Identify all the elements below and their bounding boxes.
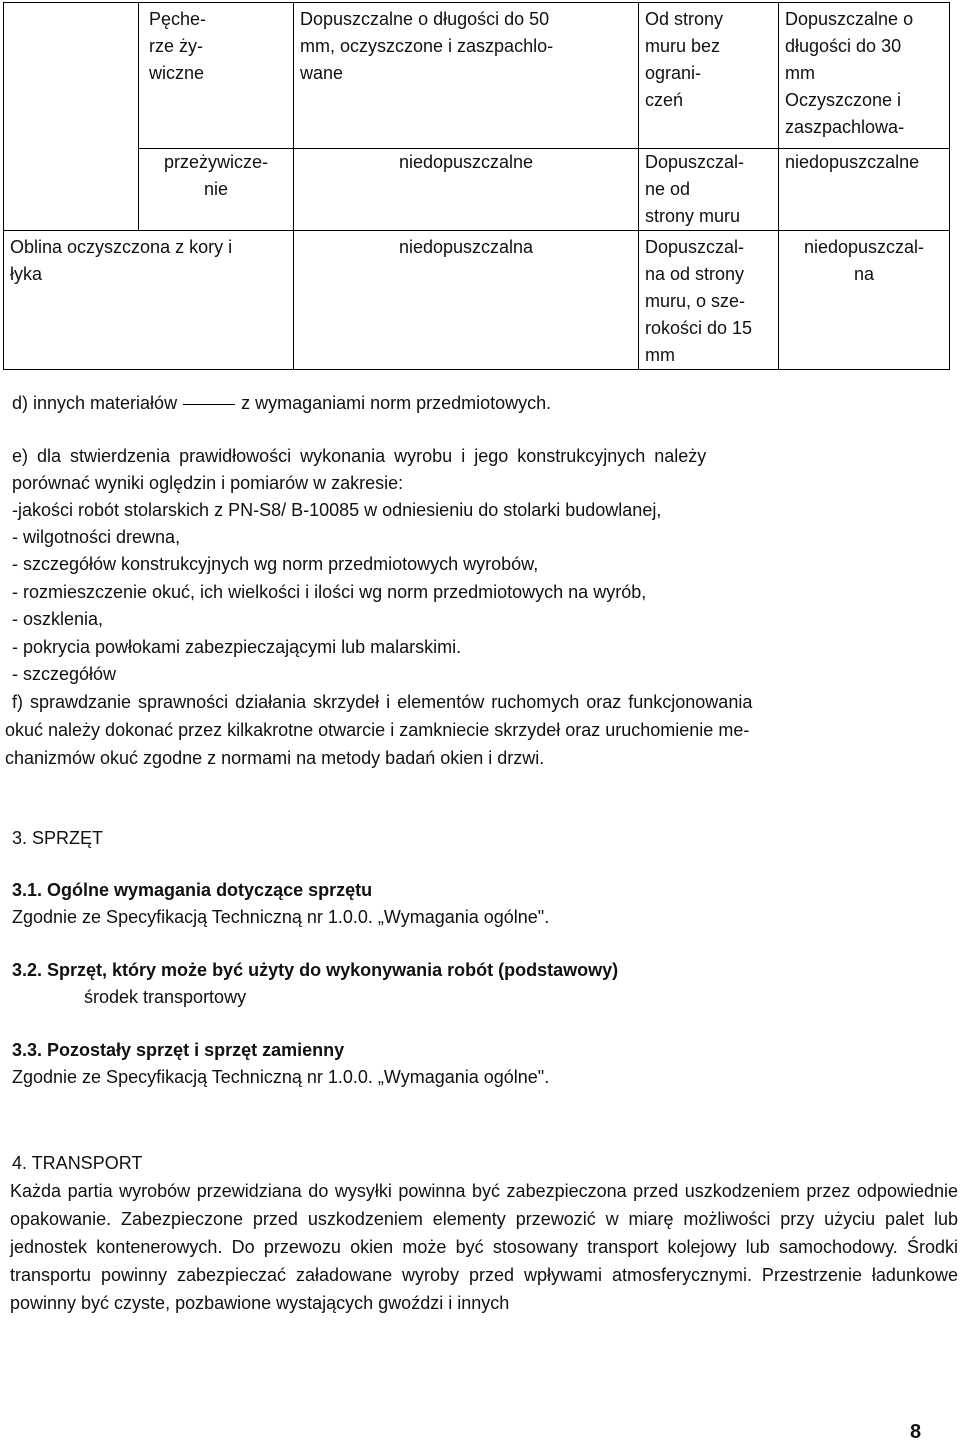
section-heading-4: 4. TRANSPORT xyxy=(12,1153,143,1173)
table-row xyxy=(4,3,950,149)
item-d-suffix: z wymaganiami norm przedmiotowych. xyxy=(241,393,552,413)
table-cell: niedopuszczalne xyxy=(779,149,950,231)
item-d-prefix: d) innych materiałów xyxy=(12,393,178,413)
item-d xyxy=(12,390,551,417)
item-e-line1: e) dla stwierdzenia prawidłowości wykonania wyrobu i jego konstrukcyjnych należy xyxy=(12,446,707,466)
item-f-line1: f) sprawdzanie sprawności działania skrzydeł i elementów ruchomych oraz funkcjonowania xyxy=(12,692,753,712)
table-cell: Dopuszczal- na od strony muru, o sze- rokości do 15 mm xyxy=(639,231,779,370)
list-item: - pokrycia powłokami zabezpieczającymi lub malarskimi. xyxy=(12,637,462,657)
table-cell: niedopuszczalne xyxy=(294,149,639,231)
table-cell: Dopuszczalne o długości do 50 mm, oczyszczone i zaszpachlo- wane xyxy=(294,3,639,149)
table-cell xyxy=(4,149,139,231)
section-body-3-3: Zgodnie ze Specyfikacją Techniczną nr 1.0.0. „Wymagania ogólne". xyxy=(12,1067,550,1087)
section-body-4: Każda partia wyrobów przewidziana do wysyłki powinna być zabezpieczona przed uszkodzeniem przez odpowiednie opakowanie. Zabezpieczone przed uszkodzeniem elementy przewozić w miarę możliwości przy użyciu palet lub jednostek kontenerowych. Do przewozu okien może być stosowany transport kolejowy lub samochodowy. Środki transportu powinny zabezpieczać załadowane wyroby przed wpływami atmosferycznymi. Przestrzenie ładunkowe powinny być czyste, pozbawione wystających gwoździ i innych xyxy=(10,1181,958,1313)
section-heading-3-1: 3.1. Ogólne wymagania dotyczące sprzętu xyxy=(12,880,373,900)
table-cell: Dopuszczal- ne od strony muru xyxy=(639,149,779,231)
table-cell: niedopuszczalna xyxy=(294,231,639,370)
table-cell: przeżywicze- nie xyxy=(139,149,294,231)
item-f-line2: okuć należy dokonać przez kilkakrotne otwarcie i zamkniecie skrzydeł oraz uruchomienie me- xyxy=(5,720,750,740)
section-body-3-2: środek transportowy xyxy=(84,987,247,1007)
defects-table xyxy=(3,2,950,370)
table-cell: Pęche- rze ży- wiczne xyxy=(139,3,294,149)
list-item: -jakości robót stolarskich z PN-S8/ B-10085 w odniesieniu do stolarki budowlanej, xyxy=(12,500,662,520)
list-item: - wilgotności drewna, xyxy=(12,527,181,547)
list-item: - oszklenia, xyxy=(12,609,104,629)
dash-line xyxy=(183,404,235,405)
table-cell: niedopuszczal- na xyxy=(779,231,950,370)
item-e-line2: porównać wyniki oględzin i pomiarów w zakresie: xyxy=(12,473,404,493)
section-heading-3: 3. SPRZĘT xyxy=(12,828,104,848)
list-item: - rozmieszczenie okuć, ich wielkości i ilości wg norm przedmiotowych na wyrób, xyxy=(12,582,647,602)
section-body-3-1: Zgodnie ze Specyfikacją Techniczną nr 1.0.0. „Wymagania ogólne". xyxy=(12,907,550,927)
list-item: - szczegółów xyxy=(12,664,117,684)
section-heading-3-2: 3.2. Sprzęt, który może być użyty do wykonywania robót (podstawowy) xyxy=(12,960,619,980)
table-cell: Od strony muru bez ograni- czeń xyxy=(639,3,779,149)
table-cell: Dopuszczalne o długości do 30 mm Oczyszczone i zaszpachlowa- xyxy=(779,3,950,149)
table-row xyxy=(4,231,950,370)
item-f-line3: chanizmów okuć zgodne z normami na metody badań okien i drzwi. xyxy=(5,748,545,768)
table-cell: Oblina oczyszczona z kory i łyka xyxy=(4,231,294,370)
list-item: - szczegółów konstrukcyjnych wg norm przedmiotowych wyrobów, xyxy=(12,554,539,574)
section-heading-3-3: 3.3. Pozostały sprzęt i sprzęt zamienny xyxy=(12,1040,345,1060)
table-cell xyxy=(4,3,139,149)
table-row xyxy=(4,149,950,231)
page-number: 8 xyxy=(910,1421,922,1443)
